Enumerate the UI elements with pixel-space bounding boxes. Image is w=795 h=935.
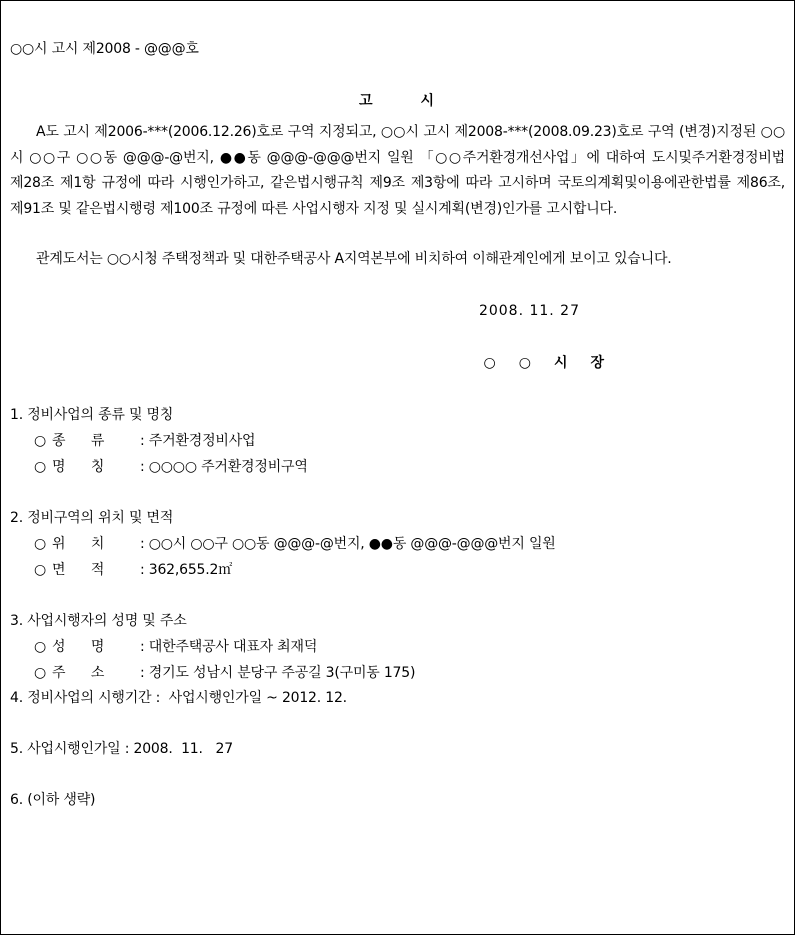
bullet-circle-icon: ○ xyxy=(34,432,47,449)
notice-date: 2008. 11. 27 xyxy=(478,302,580,319)
item-label: 명 칭 xyxy=(52,458,105,475)
bullet-circle-icon: ○ xyxy=(34,535,47,552)
notice-body-paragraph: A도 고시 제2006-***(2006.12.26)호로 구역 지정되고, ○○시 고시 제2008-***(2008.09.23)호로 구역 (변경)지정된 ○○시 ○○구 ○○동 @@@-@번지, ●●동 @@@-@@@번지 일원 「○○주거환경개선사업」에 대하여 도시및주거환경정비법 제28조 제1항 규정에 따라 시행인가하고, 같은법시행규칙 제9조 제3항에 따라 고시하며 국토의계획및이용에관한법률 제86조, 제91조 및 같은법시행령 제100조 규정에 따른 사업시행자 지정 및 실시계획(변경)인가를 고시합니다. xyxy=(10,124,785,217)
mayor-char-3: 시 xyxy=(553,354,569,371)
mayor-signature xyxy=(10,351,785,376)
section-3-item-address xyxy=(10,660,785,686)
item-value: : ○○○○ 주거환경정비구역 xyxy=(140,458,308,475)
notice-title xyxy=(10,89,785,114)
item-value: : 주거환경정비사업 xyxy=(140,432,256,449)
section-3-heading: 3. 사업시행자의 성명 및 주소 xyxy=(10,612,187,629)
section-6-omitted: 6. (이하 생략) xyxy=(10,791,96,808)
item-label: 종 류 xyxy=(52,432,105,449)
title-char-2: 시 xyxy=(420,93,437,109)
bullet-circle-icon: ○ xyxy=(34,561,47,578)
section-4-period: 4. 정비사업의 시행기간 : 사업시행인가일 ~ 2012. 12. xyxy=(10,689,347,706)
item-value: : 경기도 성남시 분당구 주공길 3(구미동 175) xyxy=(140,664,416,681)
item-value: : 362,655.2㎡ xyxy=(140,561,233,578)
section-5-approval-date: 5. 사업시행인가일 : 2008. 11. 27 xyxy=(10,740,233,757)
bullet-circle-icon: ○ xyxy=(34,458,47,475)
item-label: 성 명 xyxy=(52,638,105,655)
bullet-circle-icon: ○ xyxy=(34,638,47,655)
item-label: 주 소 xyxy=(52,664,105,681)
section-3-item-name xyxy=(10,634,785,660)
item-label: 위 치 xyxy=(52,535,105,552)
title-char-1: 고 xyxy=(358,93,375,109)
section-1-heading: 1. 정비사업의 종류 및 명칭 xyxy=(10,406,174,423)
section-1-item-name xyxy=(10,454,785,480)
mayor-char-4: 장 xyxy=(590,354,605,371)
documents-paragraph: 관계도서는 ○○시청 주택정책과 및 대한주택공사 A지역본부에 비치하여 이해관계인에게 보이고 있습니다. xyxy=(36,251,672,267)
item-label: 면 적 xyxy=(52,561,105,578)
item-value: : 대한주택공사 대표자 최재덕 xyxy=(140,638,318,655)
section-2-heading: 2. 정비구역의 위치 및 면적 xyxy=(10,509,174,526)
section-2-item-location xyxy=(10,531,785,557)
notice-number: ○○시 고시 제2008 - @@@호 xyxy=(10,41,199,57)
item-value: : ○○시 ○○구 ○○동 @@@-@번지, ●●동 @@@-@@@번지 일원 xyxy=(140,535,556,552)
bullet-circle-icon: ○ xyxy=(34,664,47,681)
mayor-char-2: ○ xyxy=(518,354,532,371)
mayor-char-1: ○ xyxy=(483,354,497,371)
section-1-item-type xyxy=(10,428,785,454)
section-2-item-area xyxy=(10,557,785,583)
